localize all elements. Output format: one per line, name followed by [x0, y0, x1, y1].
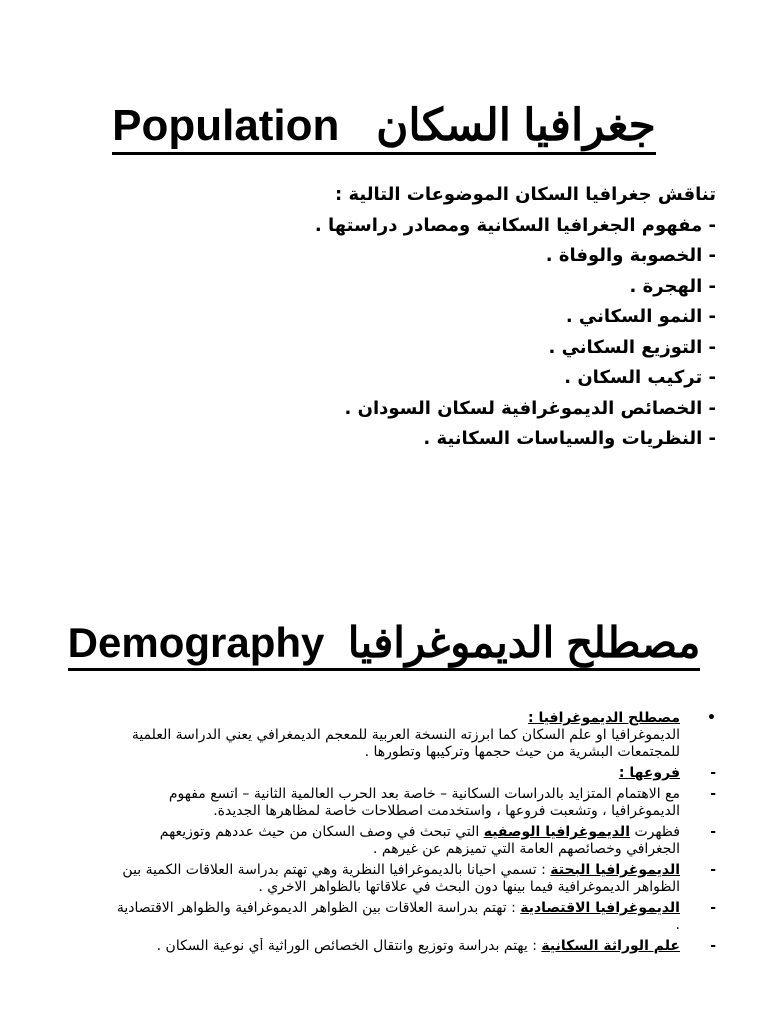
branches-heading: فروعها :: [618, 765, 680, 781]
text-line: الظواهر الديموغرافية فيما بينها دون البحث في علاقاتها بالظواهر الاخري .: [258, 879, 680, 895]
dash-marker: -: [710, 900, 716, 916]
text-span: : تسمي احيانا بالديموغرافيا النظرية وهي تهتم بدراسة العلاقات الكمية بين: [122, 862, 546, 878]
dash-marker: -: [710, 938, 716, 954]
topic-item: - النمو السكاني .: [565, 306, 716, 327]
term-label: علم الوراثة السكانية: [541, 938, 680, 954]
term-label: الديموغرافيا البحتة: [550, 862, 680, 878]
dash-marker: -: [710, 786, 716, 802]
term-label: الديموغرافيا الاقتصادية: [520, 900, 680, 916]
title-arabic: جغرافيا السكان: [376, 101, 656, 150]
text-line: مع الاهتمام المتزايد بالدراسات السكانية – خاصة بعد الحرب العالمية الثانية – اتسع مفهوم: [168, 786, 680, 802]
topic-item: - التوزيع السكاني .: [548, 336, 716, 358]
text-span: التي تبحث في وصف السكان من حيث عددهم وتوزيعهم: [159, 824, 480, 840]
bullet-marker: •: [707, 710, 716, 726]
term-definition: [48, 710, 720, 761]
title-english: Demography: [67, 619, 325, 666]
list-item: [48, 862, 720, 896]
topic-item: - الهجرة .: [629, 275, 716, 297]
page-title-population: [0, 101, 768, 155]
demography-body: [48, 710, 720, 959]
list-item: [48, 824, 720, 858]
dash-marker: -: [710, 824, 716, 840]
topic-item: - الخصوبة والوفاة .: [545, 245, 716, 266]
topic-item: - تركيب السكان .: [564, 367, 716, 388]
topic-item: - النظريات والسياسات السكانية .: [423, 428, 716, 449]
text-line: .: [675, 917, 680, 933]
list-item: [48, 786, 720, 820]
branches-heading-row: [48, 765, 720, 782]
title-arabic: مصطلح الديموغرافيا: [347, 619, 701, 666]
title-english: Population: [112, 101, 340, 150]
topic-item: - الخصائص الديموغرافية لسكان السودان .: [344, 397, 716, 419]
term-heading: مصطلح الديموغرافيا :: [527, 710, 680, 726]
list-item: [48, 938, 720, 955]
term-label: الديموغرافيا الوصفيه: [483, 824, 630, 840]
text-line: الديموغرافيا او علم السكان كما ابرزته النسخة العربية للمعجم الديمغرافي يعني الدراسة العلمية: [131, 727, 680, 743]
text-line: الجغرافي وخصائصهم العامة التي تميزهم عن غيرهم .: [372, 841, 680, 857]
text-span: : يهتم بدراسة وتوزيع وانتقال الخصائص الوراثية أي نوعية السكان .: [156, 938, 537, 954]
topics-intro: تناقش جغرافيا السكان الموضوعات التالية :: [334, 184, 716, 205]
dash-marker: -: [710, 765, 716, 781]
text-line: للمجتمعات البشرية من حيث حجمها وتركيبها وتطورها .: [364, 744, 680, 760]
dash-marker: -: [710, 862, 716, 878]
text-span: فظهرت: [634, 824, 680, 840]
topic-item: - مفهوم الجغرافيا السكانية ومصادر دراستها .: [314, 214, 716, 236]
text-line: الديموغرافيا ، وتشعبت فروعها ، واستخدمت اصطلاحات خاصة لمظاهرها الجديدة.: [213, 803, 680, 819]
text-span: : تهتم بدراسة العلاقات بين الظواهر الديموغرافية والظواهر الاقتصادية: [116, 900, 516, 916]
topics-list: [76, 180, 716, 455]
section-title-demography: [0, 619, 768, 671]
list-item: [48, 900, 720, 934]
